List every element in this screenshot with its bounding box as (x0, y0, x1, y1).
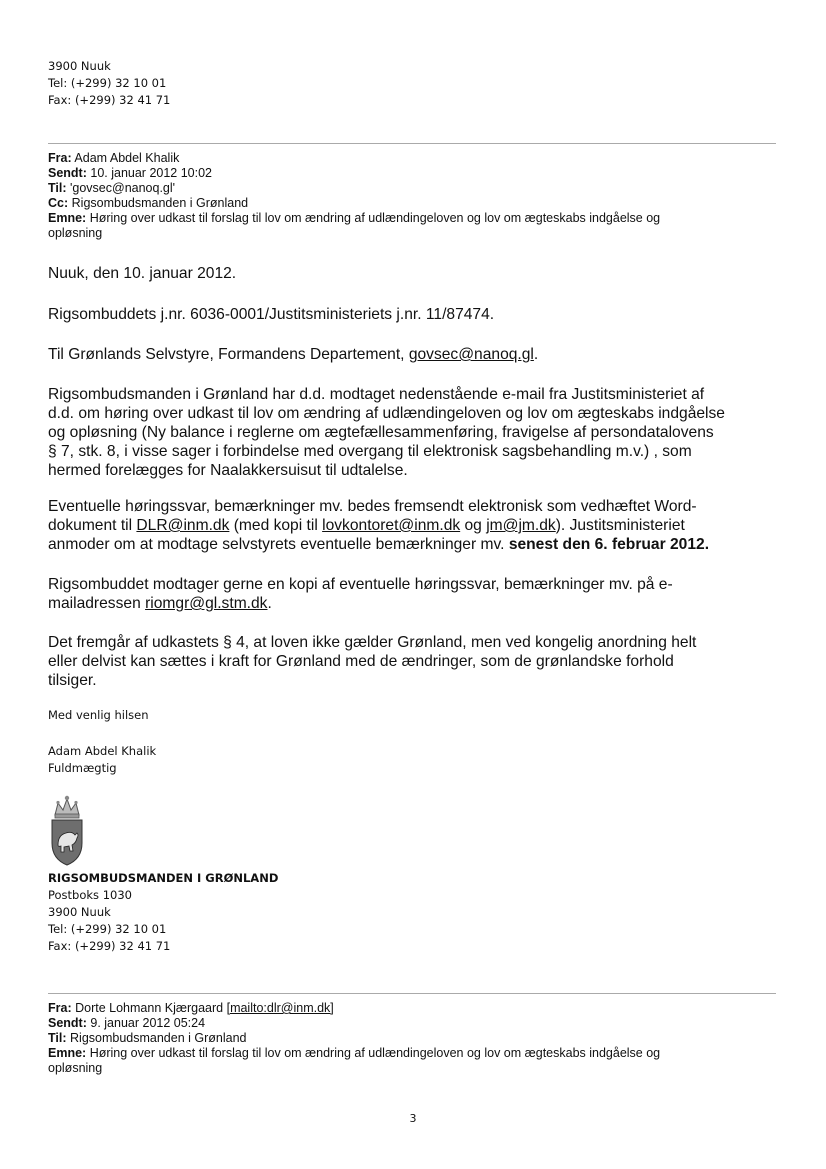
paragraph-4-line-1: Det fremgår af udkastets § 4, at loven ikke gælder Grønland, men ved kongelig anordning helt (48, 634, 697, 651)
email1-sent: 10. januar 2012 10:02 (90, 166, 213, 180)
email2-from-label: Fra: (48, 1001, 72, 1015)
paragraph-3-line-2 (48, 594, 788, 613)
jm-email-link[interactable]: jm@jm.dk (486, 517, 556, 534)
paragraph-1-line-5: hermed forelægges for Naalakkersuisut til udtalelse. (48, 462, 408, 479)
page-number: 3 (409, 1112, 417, 1125)
email2-sent-label: Sendt: (48, 1016, 87, 1030)
email1-sent-label: Sendt: (48, 166, 87, 180)
paragraph-2 (48, 497, 788, 554)
paragraph-2-line-1: Eventuelle høringssvar, bemærkninger mv. bedes fremsendt elektronisk som vedhæftet Word- (48, 498, 697, 515)
email1-subject-line1: Høring over udkast til forslag til lov om ændring af udlændingeloven og lov om ægteskabs indgåelse og (89, 211, 661, 225)
top-address-tel: Tel: (+299) 32 10 01 (48, 76, 167, 90)
email1-sent-row (48, 166, 788, 181)
paragraph-2-line-2 (48, 516, 788, 535)
email1-from-row (48, 151, 788, 166)
signature-org: RIGSOMBUDSMANDEN I GRØNLAND (48, 871, 279, 885)
email2-from: Dorte Lohmann Kjærgaard (75, 1001, 227, 1015)
paragraph-3 (48, 575, 788, 613)
p3-text-a: mailadressen (48, 595, 146, 612)
lovkontoret-email-link[interactable]: lovkontoret@inm.dk (322, 517, 461, 534)
email1-subject-line2: opløsning (48, 226, 103, 240)
signature-org-block (48, 870, 278, 955)
signature-name: Adam Abdel Khalik (48, 744, 157, 758)
email1-from: Adam Abdel Khalik (74, 151, 180, 165)
email1-to: 'govsec@nanoq.gl' (70, 181, 176, 195)
p2-text-d: ). Justitsministeriet (555, 517, 685, 534)
paragraph-1-line-4: § 7, stk. 8, i visse sager i forbindelse med overgang til elektronisk sagsbehandling m.v.) , som (48, 443, 692, 460)
paragraph-1-line-2: d.d. om høring over udkast til lov om ændring af udlændingeloven og lov om ægteskabs indgåelse (48, 405, 725, 422)
email2-subject-label: Emne: (48, 1046, 87, 1060)
email1-cc: Rigsombudsmanden i Grønland (71, 196, 249, 210)
paragraph-3-line-1: Rigsombuddet modtager gerne en kopi af eventuelle høringssvar, bemærkninger mv. på e- (48, 576, 673, 593)
email2-sent: 9. januar 2012 05:24 (90, 1016, 206, 1030)
email2-header (48, 1001, 788, 1076)
top-address-block (48, 58, 170, 109)
p3-text-b: . (267, 595, 272, 612)
email2-mailto-link[interactable]: [mailto:dlr@inm.dk] (226, 1001, 334, 1015)
email1-cc-label: Cc: (48, 196, 69, 210)
deadline-text: senest den 6. februar 2012. (508, 536, 710, 553)
closing: Med venlig hilsen (48, 708, 149, 722)
email2-subject-line2: opløsning (48, 1061, 103, 1075)
email2-to: Rigsombudsmanden i Grønland (70, 1031, 247, 1045)
letter-recipient-text: Til Grønlands Selvstyre, Formandens Departement, (48, 346, 409, 363)
paragraph-1-line-3: og opløsning (Ny balance i reglerne om ægtefællesammenføring, fravigelse af persondatalovens (48, 424, 714, 441)
p2-text-e: anmoder om at modtage selvstyrets eventuelle bemærkninger mv. (48, 536, 509, 553)
letter-recipient-suffix: . (533, 346, 539, 363)
email1-subject-row (48, 211, 788, 226)
email1-cc-row (48, 196, 788, 211)
email1-subject-label: Emne: (48, 211, 87, 225)
riomgr-email-link[interactable]: riomgr@gl.stm.dk (145, 595, 268, 612)
top-address-fax: Fax: (+299) 32 41 71 (48, 93, 171, 107)
paragraph-4 (48, 633, 788, 690)
dlr-email-link[interactable]: DLR@inm.dk (136, 517, 230, 534)
paragraph-4-line-3: tilsiger. (48, 672, 97, 689)
letter-date: Nuuk, den 10. januar 2012. (48, 265, 237, 282)
email1-header (48, 151, 788, 241)
paragraph-1-line-1: Rigsombudsmanden i Grønland har d.d. modtaget nedenstående e-mail fra Justitsministeriet af (48, 386, 705, 403)
email2-sent-row (48, 1016, 788, 1031)
coat-of-arms-icon (48, 793, 86, 867)
email2-subject-line1: Høring over udkast til forslag til lov om ændring af udlændingeloven og lov om ægteskabs indgåelse og (89, 1046, 661, 1060)
p2-text-b: (med kopi til (229, 517, 323, 534)
divider-1 (48, 143, 776, 144)
signature-tel: Tel: (+299) 32 10 01 (48, 922, 167, 936)
signature-fax: Fax: (+299) 32 41 71 (48, 939, 171, 953)
paragraph-1 (48, 385, 788, 480)
email1-to-label: Til: (48, 181, 67, 195)
email2-to-row (48, 1031, 788, 1046)
p2-text-a: dokument til (48, 517, 137, 534)
email1-to-row (48, 181, 788, 196)
divider-2 (48, 993, 776, 994)
paragraph-4-line-2: eller delvist kan sættes i kraft for Grønland med de ændringer, som de grønlandske forhold (48, 653, 674, 670)
letter-reference: Rigsombuddets j.nr. 6036-0001/Justitsministeriets j.nr. 11/87474. (48, 306, 495, 323)
top-address-city: 3900 Nuuk (48, 59, 111, 73)
email2-from-row (48, 1001, 788, 1016)
p2-text-c: og (460, 517, 487, 534)
letter-recipient (48, 345, 788, 364)
govsec-email-link[interactable]: govsec@nanoq.gl (408, 346, 534, 363)
email1-from-label: Fra: (48, 151, 72, 165)
email2-to-label: Til: (48, 1031, 67, 1045)
signature-city: 3900 Nuuk (48, 905, 111, 919)
paragraph-2-line-3 (48, 535, 788, 554)
signature-title: Fuldmægtig (48, 761, 117, 775)
signature-name-block (48, 743, 156, 777)
signature-postbox: Postboks 1030 (48, 888, 132, 902)
email2-subject-row (48, 1046, 788, 1061)
